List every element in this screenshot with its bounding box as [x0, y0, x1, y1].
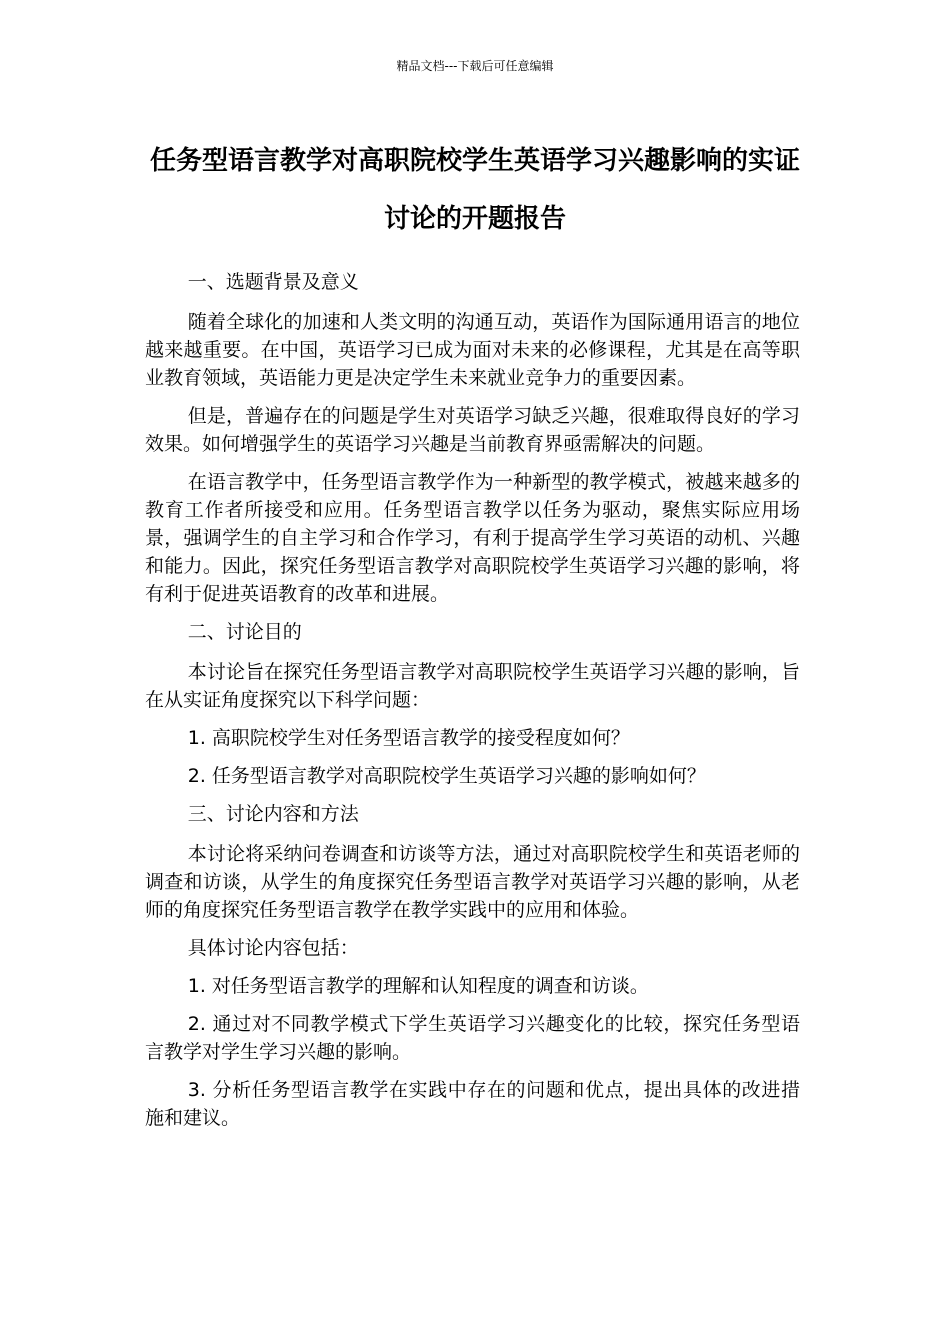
document-title: 任务型语言教学对高职院校学生英语学习兴趣影响的实证讨论的开题报告: [149, 146, 800, 234]
paragraph: 具体讨论内容包括：: [187, 937, 359, 959]
list-item: 1. 对任务型语言教学的理解和认知程度的调查和访谈。: [187, 975, 649, 997]
list-item: 2. 通过对不同教学模式下学生英语学习兴趣变化的比较，探究任务型语言教学对学生学习兴趣的影响。: [145, 1013, 800, 1063]
list-item: 2. 任务型语言教学对高职院校学生英语学习兴趣的影响如何？: [187, 765, 706, 787]
header-note: 精品文档---下载后可任意编辑: [396, 59, 554, 73]
section-heading: 三、讨论内容和方法: [187, 803, 359, 825]
list-item: 3. 分析任务型语言教学在实践中存在的问题和优点，提出具体的改进措施和建议。: [145, 1079, 800, 1129]
paragraph: 本讨论将采纳问卷调查和访谈等方法，通过对高职院校学生和英语老师的调查和访谈，从学生的角度探究任务型语言教学对英语学习兴趣的影响，从老师的角度探究任务型语言教学在教学实践中的应用和体验。: [145, 843, 800, 921]
list-item: 1. 高职院校学生对任务型语言教学的接受程度如何？: [187, 727, 630, 749]
paragraph: 随着全球化的加速和人类文明的沟通互动，英语作为国际通用语言的地位越来越重要。在中国，英语学习已成为面对未来的必修课程，尤其是在高等职业教育领域，英语能力更是决定学生未来就业竞争力的重要因素。: [145, 311, 800, 389]
section-heading: 二、讨论目的: [187, 621, 302, 643]
section-heading: 一、选题背景及意义: [187, 271, 359, 293]
paragraph: 本讨论旨在探究任务型语言教学对高职院校学生英语学习兴趣的影响，旨在从实证角度探究以下科学问题：: [145, 661, 800, 711]
paragraph: 在语言教学中，任务型语言教学作为一种新型的教学模式，被越来越多的教育工作者所接受和应用。任务型语言教学以任务为驱动，聚焦实际应用场景，强调学生的自主学习和合作学习，有利于提高学生学习英语的动机、兴趣和能力。因此，探究任务型语言教学对高职院校学生英语学习兴趣的影响，将有利于促进英语教育的改革和进展。: [145, 471, 800, 605]
document-body: [145, 268, 800, 1142]
paragraph: 但是，普遍存在的问题是学生对英语学习缺乏兴趣，很难取得良好的学习效果。如何增强学生的英语学习兴趣是当前教育界亟需解决的问题。: [145, 405, 800, 455]
